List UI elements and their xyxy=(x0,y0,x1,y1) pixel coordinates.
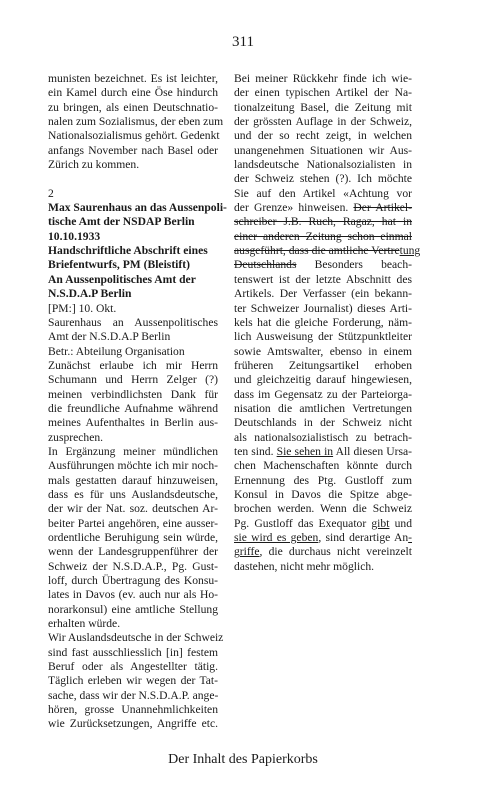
text-segment: Besonders beach- xyxy=(296,258,412,272)
text-line: dastehen, nicht mehr möglich. xyxy=(234,559,375,573)
text-line: [PM:] 10. Okt. xyxy=(48,301,117,315)
text-line: unangenehmen Situationen wir Aus- xyxy=(234,143,412,157)
text-segment: All diesen Ursa- xyxy=(333,444,412,458)
struck-text: Der Artikel- xyxy=(353,201,413,215)
text-line xyxy=(234,244,421,258)
text-line: Ernennung des Ptg. Gustloff zum xyxy=(234,473,412,487)
text-line: Konsul in Davos die Spitze abge- xyxy=(234,487,412,501)
document-number: 2 xyxy=(48,186,54,200)
text-line: Zunächst erlaube ich mir Herrn xyxy=(48,358,218,372)
struck-underlined-text: tung xyxy=(399,244,421,258)
text-line: norarkonsul) eine amtliche Stellung xyxy=(48,602,218,616)
text-line: brochen werden. Wenn die Schweiz xyxy=(234,502,412,516)
text-line xyxy=(234,545,412,559)
text-line xyxy=(234,258,412,272)
text-line: ter Schweizer Journalist) dieses Arti- xyxy=(234,301,412,315)
doc-header-line: 10.10.1933 xyxy=(48,229,101,243)
text-segment: Pg. Gustloff das Exequator xyxy=(234,516,372,530)
text-line: ordentliche Beruhigung sein würde, xyxy=(48,531,218,544)
text-line: als nationalsozialistisch zu betrach- xyxy=(234,430,412,444)
text-line: munisten bezeichnet. Es ist leichter, xyxy=(48,72,218,85)
underlined-text: - xyxy=(408,531,412,544)
text-line xyxy=(234,201,412,215)
text-line: nisation die amtlichen Vertretungen xyxy=(234,401,412,415)
text-line: kels hat die gleiche Forderung, näm- xyxy=(234,315,412,329)
text-line: und der so recht zeigt, in welchen xyxy=(234,129,412,143)
doc-header-line: Handschriftliche Abschrift eines xyxy=(48,244,208,258)
text-line: meines Aufenthaltes in Berlin aus- xyxy=(48,416,218,430)
text-line: landsdeutsche Nationalsozialisten in xyxy=(234,158,412,172)
text-line: der einen typischen Artikel der Na- xyxy=(234,86,412,100)
text-line: der wir der Nat. soz. deutschen Ar- xyxy=(48,502,218,516)
struck-text: ausgeführt, dass die amtliche Vertre xyxy=(234,244,400,258)
text-line: Wir Auslandsdeutsche in der Schweiz xyxy=(48,631,224,645)
text-line: Ausführungen möchte ich mir noch- xyxy=(48,459,218,473)
doc-header-line: N.S.D.A.P Berlin xyxy=(48,287,132,301)
left-column xyxy=(48,72,227,732)
text-line: Nationalsozialismus gehört. Gedenkt xyxy=(48,129,220,143)
text-line: wie Zurücksetzungen, Angriffe etc. xyxy=(48,717,218,731)
text-line: lich Ausweisung der Stützpunktleiter xyxy=(234,330,412,344)
text-line: der Schweiz stehen (?). Ich möchte xyxy=(234,172,412,186)
text-line: zu bringen, als einen Deutschnatio- xyxy=(48,100,218,114)
text-line: Schumann und Herrn Zelger (?) xyxy=(48,373,218,387)
struck-text: schreiber J.B. Ruch, Ragaz, hat in xyxy=(234,215,412,229)
running-footer: Der Inhalt des Papierkorbs xyxy=(168,752,318,767)
text-line: lates in Davos (ev. auch nur als Ho- xyxy=(48,588,218,602)
text-segment: und xyxy=(389,516,412,530)
text-line xyxy=(234,445,412,459)
text-line: meinen verbindlichsten Dank für xyxy=(48,387,218,401)
text-line xyxy=(234,517,412,531)
text-line: Amt der N.S.D.A.P Berlin xyxy=(48,330,171,344)
text-segment: , sind derartige An xyxy=(318,531,409,544)
doc-header-line: Max Saurenhaus an das Aussenpoli- xyxy=(48,201,227,215)
text-line: Saurenhaus an Aussenpolitisches xyxy=(48,315,218,329)
text-line: tionalzeitung Basel, die Zeitung mit xyxy=(234,100,412,114)
text-line: sowie Amtswalter, ebenso in einem xyxy=(234,344,412,358)
right-column xyxy=(234,72,421,574)
text-line: mals gestatten darauf hinzuweisen, xyxy=(48,473,218,487)
text-line: Bei meiner Rückkehr finde ich wie- xyxy=(234,72,412,85)
text-line: hören, grosse Unannehmlichkeiten xyxy=(48,703,218,717)
doc-header-line: An Aussenpolitisches Amt der xyxy=(48,272,196,286)
text-line: Täglich erleben wir wegen der Tat- xyxy=(48,674,218,688)
text-segment: , die durchaus nicht vereinzelt xyxy=(259,545,412,559)
text-line: früheren Zeitungsartikel erhoben xyxy=(234,358,412,372)
text-line: Artikels. Der Verfasser (ein bekann- xyxy=(234,287,412,301)
text-line: zusprechen. xyxy=(48,430,104,444)
text-line: Sie auf den Artikel «Achtung vor xyxy=(234,186,412,200)
text-line: Betr.: Abteilung Organisation xyxy=(48,344,185,358)
text-line xyxy=(234,531,412,545)
text-line: loff, durch Übertragung des Konsu- xyxy=(48,574,218,588)
struck-text: Deutschlands xyxy=(234,258,297,272)
text-line: anfangs November nach Basel oder xyxy=(48,143,218,157)
struck-text: einer anderen Zeitung schon einmal xyxy=(234,229,412,243)
underlined-text: sie wird es geben xyxy=(234,531,319,544)
text-line: nalen zum Sozialismus, der eben zum xyxy=(48,115,224,129)
text-line: erhalten würde. xyxy=(48,617,121,631)
underlined-text: gibt xyxy=(371,516,390,530)
underlined-text: griffe xyxy=(234,545,260,559)
text-segment: der Grenze» hinweisen. xyxy=(234,201,354,215)
text-line: dass es für uns Auslandsdeutsche, xyxy=(48,487,218,501)
text-line: sind fast ausschliesslich [in] festem xyxy=(48,645,218,659)
text-line: tenswert ist der letzte Abschnitt des xyxy=(234,272,412,286)
text-line: Deutschlands in der Schweiz nicht xyxy=(234,416,412,430)
text-line: und gleichzeitig darauf hingewiesen, xyxy=(234,373,412,387)
text-segment: ten sind. xyxy=(234,444,277,458)
text-line: ein Kamel durch eine Öse hindurch xyxy=(48,86,218,100)
text-line: der grössten Auflage in der Schweiz, xyxy=(234,115,412,129)
text-line: Beruf oder als Angestellter tätig. xyxy=(48,660,218,674)
text-line: Schweiz der N.S.D.A.P., Pg. Gust- xyxy=(48,559,218,573)
text-line: In Ergänzung meiner mündlichen xyxy=(48,444,218,458)
text-line: die freundliche Aufnahme während xyxy=(48,401,218,415)
doc-header-line: Briefentwurfs, PM (Bleistift) xyxy=(48,258,190,272)
underlined-text: Sie sehen in xyxy=(276,444,334,458)
page-number: 311 xyxy=(232,34,254,50)
text-line: dass im Gegensatz zu der Parteiorga- xyxy=(234,387,412,401)
text-line: chen Machenschaften könnte durch xyxy=(234,459,412,473)
text-line: sache, dass wir der N.S.D.A.P. ange- xyxy=(48,688,219,702)
text-line: wenn der Landesgruppenführer der xyxy=(48,545,218,559)
text-line: Zürich zu kommen. xyxy=(48,158,140,172)
text-line: beiter Partei angehören, eine ausser- xyxy=(48,516,218,530)
doc-header-line: tische Amt der NSDAP Berlin xyxy=(48,215,195,229)
